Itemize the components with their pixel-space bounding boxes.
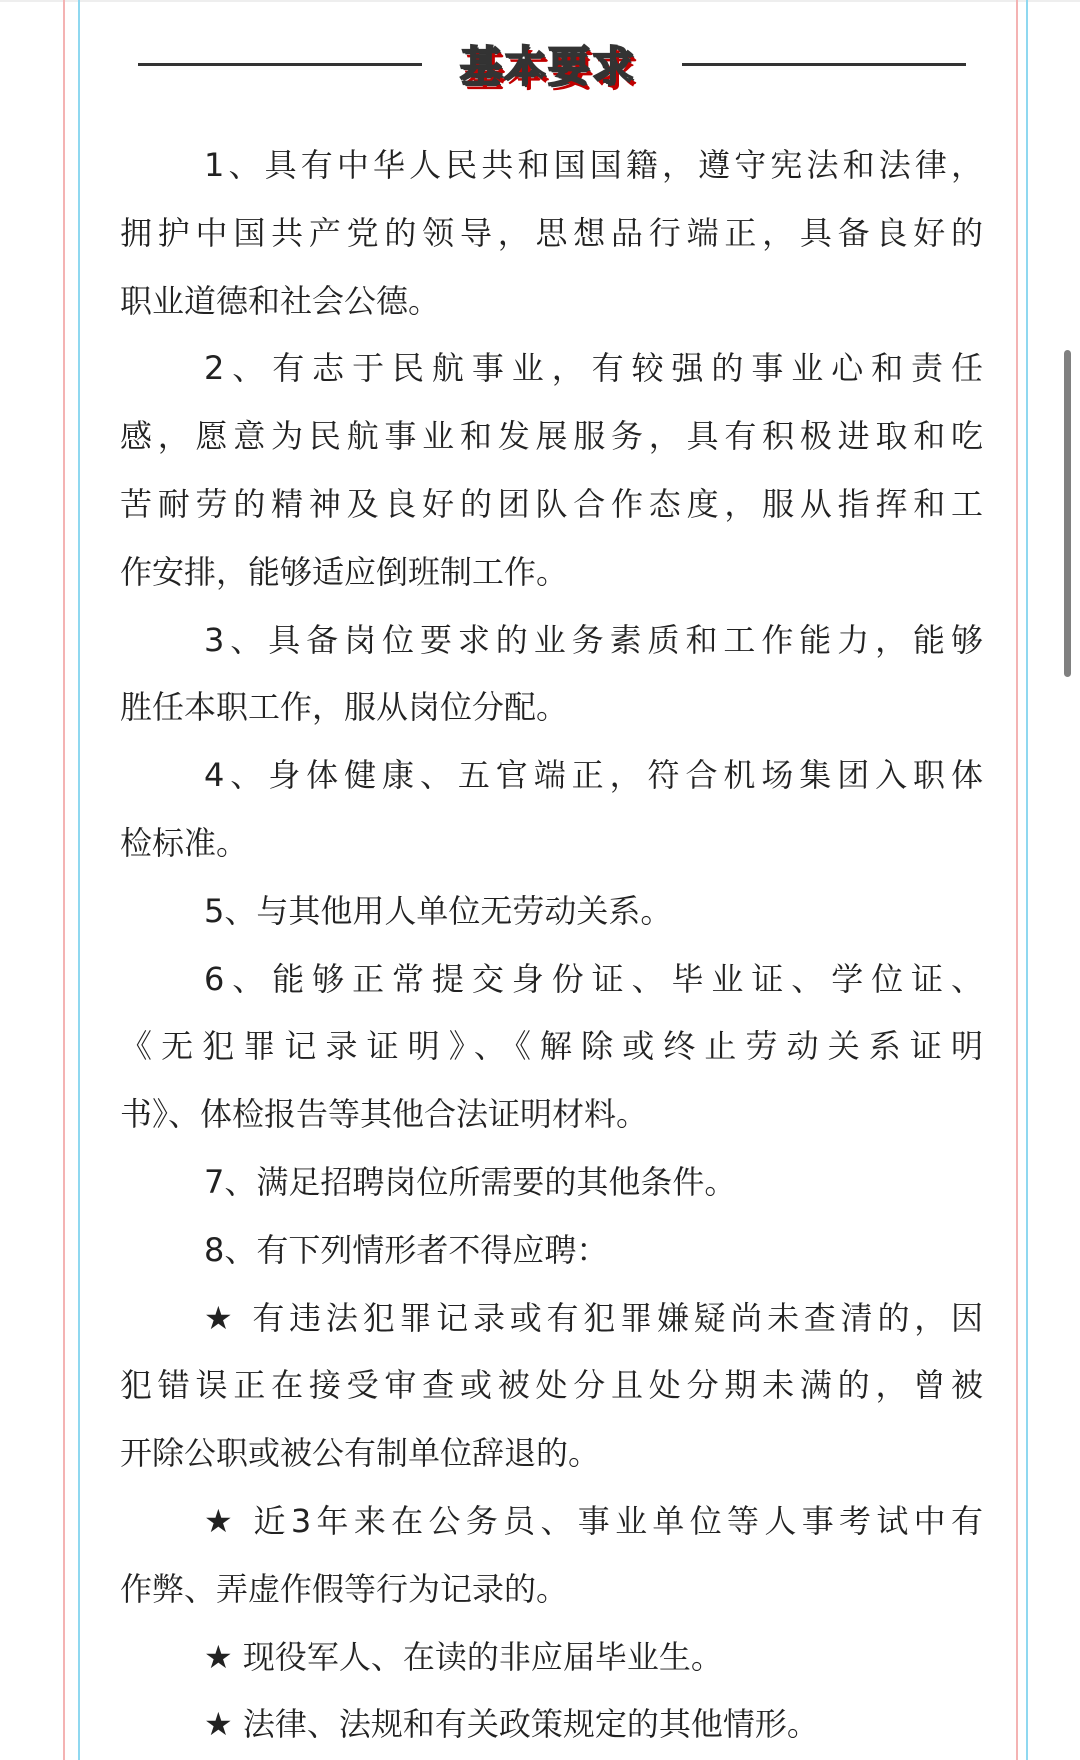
requirement-item [120,1691,983,1759]
title-rule-left [138,63,422,66]
requirement-line: 6、能够正常提交身份证、毕业证、学位证、 [204,959,983,998]
scrollbar[interactable] [1064,350,1071,677]
section-title: 基本要求 [459,42,636,91]
requirement-line: 3、具备岗位要求的业务素质和工作能力，能够 [204,620,983,659]
requirement-item [120,946,983,1149]
requirement-line: ★ 近3年来在公务员、事业单位等人事考试中有 [204,1501,983,1540]
requirement-line: 5、与其他用人单位无劳动关系。 [204,891,673,930]
requirement-line: 检标准。 [120,823,249,862]
requirement-line: 苦耐劳的精神及良好的团队合作态度，服从指挥和工 [120,484,983,523]
requirement-line: 7、满足招聘岗位所需要的其他条件。 [204,1162,737,1201]
top-divider [0,0,1080,2]
requirement-line: 作弊、弄虚作假等行为记录的。 [120,1569,569,1608]
requirement-line: 开除公职或被公有制单位辞退的。 [120,1434,601,1473]
requirement-line: 8、有下列情形者不得应聘： [204,1230,609,1269]
requirement-line: 犯错误正在接受审查或被处分且处分期未满的，曾被 [120,1366,983,1405]
requirement-line: 4、身体健康、五官端正，符合机场集团入职体 [204,756,983,795]
requirement-line: ★ 有违法犯罪记录或有犯罪嫌疑尚未查清的，因 [204,1298,983,1337]
requirement-line: 胜任本职工作，服从岗位分配。 [120,688,569,727]
requirement-item [120,335,983,606]
requirement-item [120,1624,983,1692]
requirement-line: 作安排，能够适应倒班制工作。 [120,552,569,591]
left-border-red [63,0,65,1760]
left-border-blue [78,0,80,1760]
requirement-line: 1、具有中华人民共和国国籍，遵守宪法和法律， [204,146,983,184]
requirement-item [120,132,983,335]
requirement-line: ★ 法律、法规和有关政策规定的其他情形。 [204,1705,819,1744]
requirement-line: 《无犯罪记录证明》、《解除或终止劳动关系证明 [120,1027,983,1066]
requirement-line: 职业道德和社会公德。 [120,281,441,320]
title-rule-right [682,63,966,66]
requirement-line: 2、有志于民航事业，有较强的事业心和责任 [204,349,983,388]
right-border-blue [1026,0,1028,1760]
requirement-line: 感，愿意为民航事业和发展服务，具有积极进取和吃 [120,417,983,456]
requirement-item [120,1488,983,1624]
requirements-list [120,132,983,1759]
requirement-item [120,742,983,878]
requirement-line: 书》、体检报告等其他合法证明材料。 [120,1095,649,1134]
requirement-item [120,1149,983,1217]
requirement-line: ★ 现役军人、在读的非应届毕业生。 [204,1637,723,1676]
requirement-line: 拥护中国共产党的领导，思想品行端正，具备良好的 [120,213,983,252]
requirement-item [120,607,983,743]
requirement-item [120,1285,983,1488]
right-border-red [1016,0,1018,1760]
requirement-item [120,1217,983,1285]
requirement-item [120,878,983,946]
